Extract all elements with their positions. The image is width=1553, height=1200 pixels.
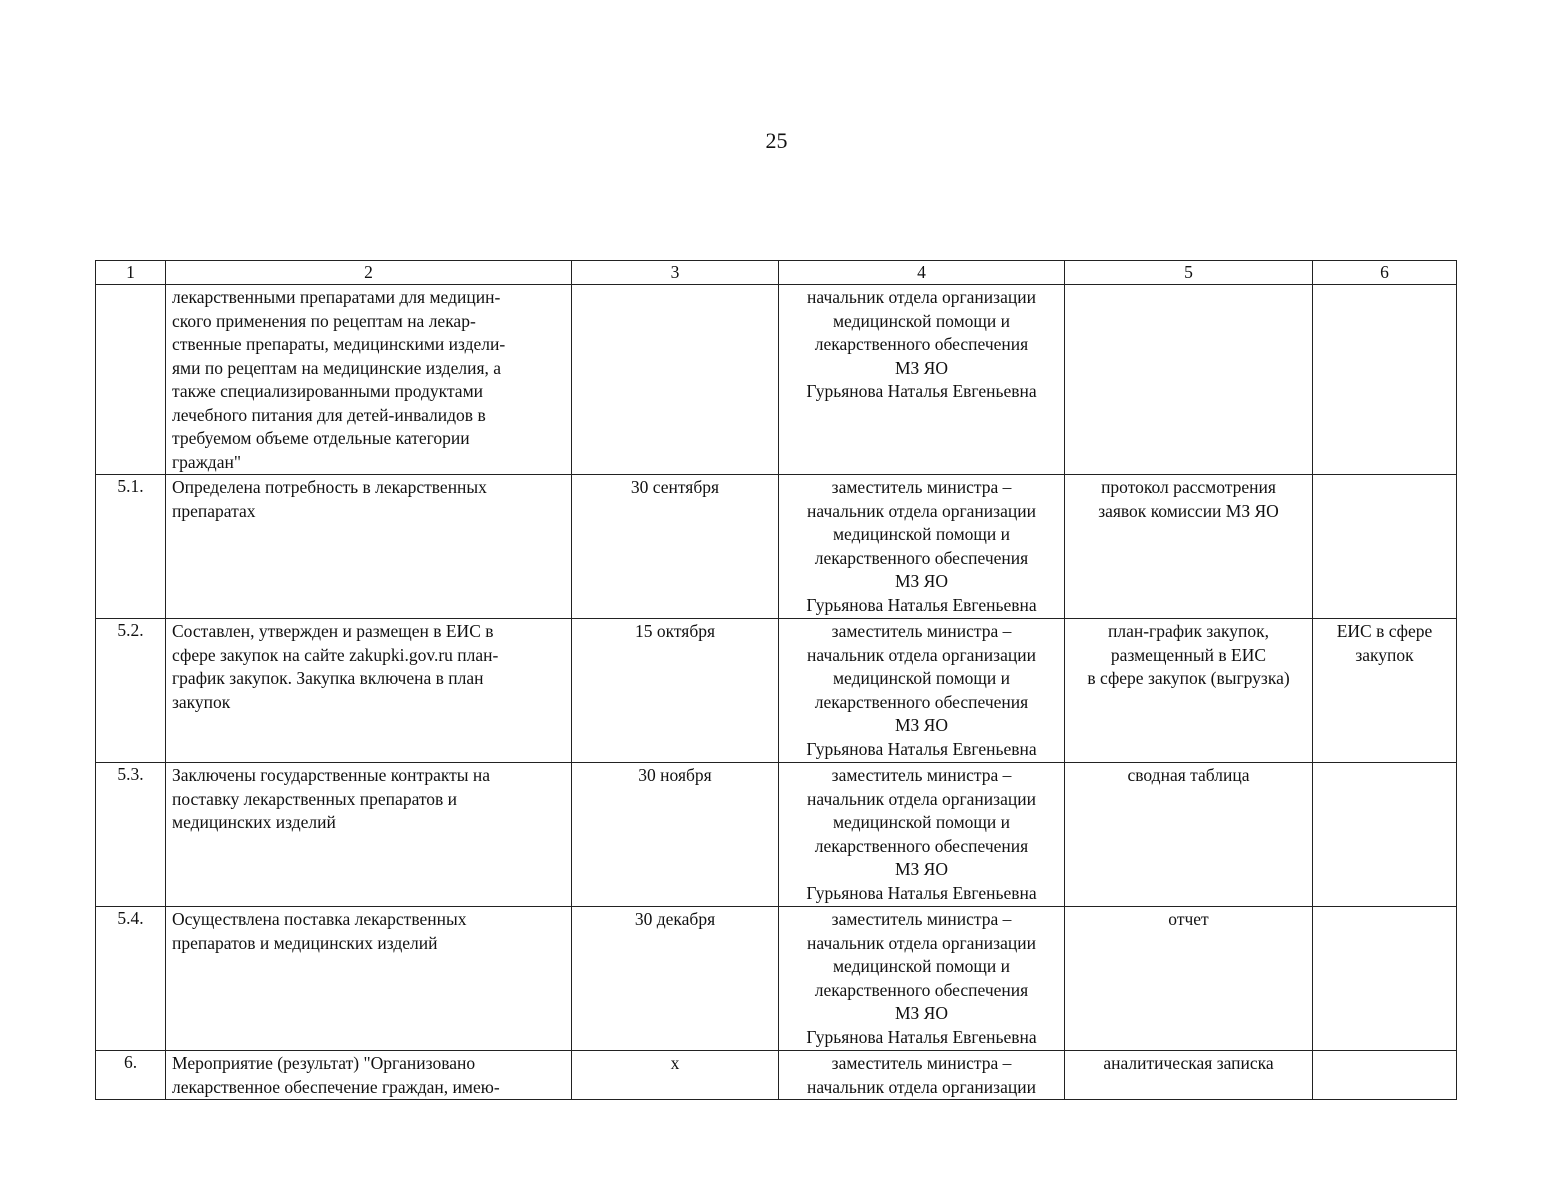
text-line: в сфере закупок (выгрузка) <box>1087 668 1290 688</box>
text-line: ственные препараты, медицинскими издели- <box>172 334 506 354</box>
text-line: МЗ ЯО <box>894 1003 948 1023</box>
text-line: ЕИС в сфере <box>1336 621 1433 641</box>
system-cell <box>1313 1051 1457 1100</box>
text-line: начальник отдела организации <box>807 788 1036 809</box>
text-line: сфере закупок на сайте zakupki.gov.ru план- <box>172 644 499 665</box>
system-cell <box>1313 285 1457 475</box>
text-line: Гурьянова Наталья Евгеньевна <box>806 381 1037 401</box>
text-line: закупок <box>172 691 231 712</box>
document-cell <box>1065 475 1313 619</box>
text-line: лекарственного обеспечения <box>814 979 1029 1000</box>
text-line: начальник отдела организации <box>807 1076 1036 1097</box>
text-line: ского применения по рецептам на лекар- <box>172 310 476 331</box>
row-number-cell: 5.4. <box>96 907 166 1051</box>
text-line: начальник отдела организации <box>807 644 1036 665</box>
text-line: МЗ ЯО <box>894 859 948 879</box>
responsible-cell <box>779 475 1065 619</box>
responsible-cell <box>779 1051 1065 1100</box>
text-line: поставку лекарственных препаратов и <box>172 788 458 809</box>
text-line: Мероприятие (результат) "Организовано <box>172 1053 476 1073</box>
text-line: Гурьянова Наталья Евгеньевна <box>806 1026 1037 1047</box>
page-number: 25 <box>765 128 788 153</box>
system-cell <box>1313 907 1457 1051</box>
column-header-1: 1 <box>96 261 166 285</box>
responsible-cell <box>779 619 1065 763</box>
text-line: препаратов и медицинских изделий <box>172 932 438 953</box>
column-header-4: 4 <box>779 261 1065 285</box>
column-header-6: 6 <box>1313 261 1457 285</box>
table-row <box>96 619 1457 763</box>
deadline-cell: 30 ноября <box>572 763 779 907</box>
text-line: лекарственного обеспечения <box>814 547 1029 568</box>
row-number-cell: 5.2. <box>96 619 166 763</box>
deadline-cell <box>572 285 779 475</box>
table-row <box>96 285 1457 475</box>
deadline-cell: 30 сентября <box>572 475 779 619</box>
row-number-cell <box>96 285 166 475</box>
text-line: отчет <box>1168 909 1209 929</box>
deadline-cell: 30 декабря <box>572 907 779 1051</box>
text-line: Составлен, утвержден и размещен в ЕИС в <box>172 621 494 641</box>
row-number-cell: 5.3. <box>96 763 166 907</box>
description-cell <box>166 475 572 619</box>
system-cell <box>1313 619 1457 763</box>
table-row <box>96 1051 1457 1100</box>
text-line: заявок комиссии МЗ ЯО <box>1098 500 1279 521</box>
column-header-5: 5 <box>1065 261 1313 285</box>
text-line: заместитель министра – <box>831 477 1012 497</box>
table-row <box>96 475 1457 619</box>
column-header-2: 2 <box>166 261 572 285</box>
description-cell <box>166 285 572 475</box>
text-line: лекарственное обеспечение граждан, имею- <box>172 1076 500 1097</box>
text-line: препаратах <box>172 500 256 521</box>
text-line: Гурьянова Наталья Евгеньевна <box>806 738 1037 759</box>
text-line: Гурьянова Наталья Евгеньевна <box>806 882 1037 903</box>
text-line: лекарственными препаратами для медицин- <box>172 287 501 307</box>
text-line: заместитель министра – <box>831 909 1012 929</box>
document-cell <box>1065 285 1313 475</box>
description-cell <box>166 907 572 1051</box>
text-line: начальник отдела организации <box>807 932 1036 953</box>
text-line: начальник отдела организации <box>807 287 1036 307</box>
row-number-cell: 6. <box>96 1051 166 1100</box>
document-cell <box>1065 763 1313 907</box>
deadline-cell: 15 октября <box>572 619 779 763</box>
text-line: также специализированными продуктами <box>172 381 484 401</box>
text-line: аналитическая записка <box>1103 1053 1274 1073</box>
column-header-3: 3 <box>572 261 779 285</box>
responsible-cell <box>779 285 1065 475</box>
text-line: график закупок. Закупка включена в план <box>172 668 484 688</box>
text-line: медицинской помощи и <box>832 956 1011 976</box>
text-line: медицинской помощи и <box>832 524 1011 544</box>
text-line: ями по рецептам на медицинские изделия, а <box>172 357 502 378</box>
table-row <box>96 763 1457 907</box>
text-line: план-график закупок, <box>1107 621 1269 641</box>
text-line: лекарственного обеспечения <box>814 334 1029 354</box>
measures-table <box>95 260 1457 1100</box>
text-line: сводная таблица <box>1127 765 1250 785</box>
text-line: граждан" <box>172 451 241 472</box>
description-cell <box>166 619 572 763</box>
text-line: МЗ ЯО <box>894 357 948 378</box>
table-body <box>96 285 1457 1100</box>
text-line: протокол рассмотрения <box>1101 477 1276 497</box>
text-line: Определена потребность в лекарственных <box>172 477 487 497</box>
responsible-cell <box>779 907 1065 1051</box>
text-line: заместитель министра – <box>831 1053 1012 1073</box>
system-cell <box>1313 475 1457 619</box>
text-line: Заключены государственные контракты на <box>172 765 491 785</box>
table-row <box>96 907 1457 1051</box>
system-cell <box>1313 763 1457 907</box>
description-cell <box>166 763 572 907</box>
text-line: медицинских изделий <box>172 812 336 832</box>
text-line: лекарственного обеспечения <box>814 835 1029 856</box>
text-line: заместитель министра – <box>831 765 1012 785</box>
text-line: медицинской помощи и <box>832 310 1011 331</box>
text-line: МЗ ЯО <box>894 571 948 591</box>
text-line: размещенный в ЕИС <box>1110 644 1267 665</box>
text-line: заместитель министра – <box>831 621 1012 641</box>
document-cell <box>1065 1051 1313 1100</box>
text-line: лекарственного обеспечения <box>814 691 1029 712</box>
responsible-cell <box>779 763 1065 907</box>
text-line: Гурьянова Наталья Евгеньевна <box>806 594 1037 615</box>
text-line: Осуществлена поставка лекарственных <box>172 909 467 929</box>
text-line: начальник отдела организации <box>807 500 1036 521</box>
text-line: закупок <box>1355 644 1414 665</box>
text-line: требуемом объеме отдельные категории <box>172 428 470 448</box>
deadline-cell: х <box>572 1051 779 1100</box>
document-cell <box>1065 619 1313 763</box>
header-row <box>96 261 1457 285</box>
text-line: МЗ ЯО <box>894 715 948 735</box>
description-cell <box>166 1051 572 1100</box>
document-cell <box>1065 907 1313 1051</box>
text-line: медицинской помощи и <box>832 668 1011 688</box>
row-number-cell: 5.1. <box>96 475 166 619</box>
text-line: лечебного питания для детей-инвалидов в <box>172 404 486 425</box>
text-line: медицинской помощи и <box>832 812 1011 832</box>
